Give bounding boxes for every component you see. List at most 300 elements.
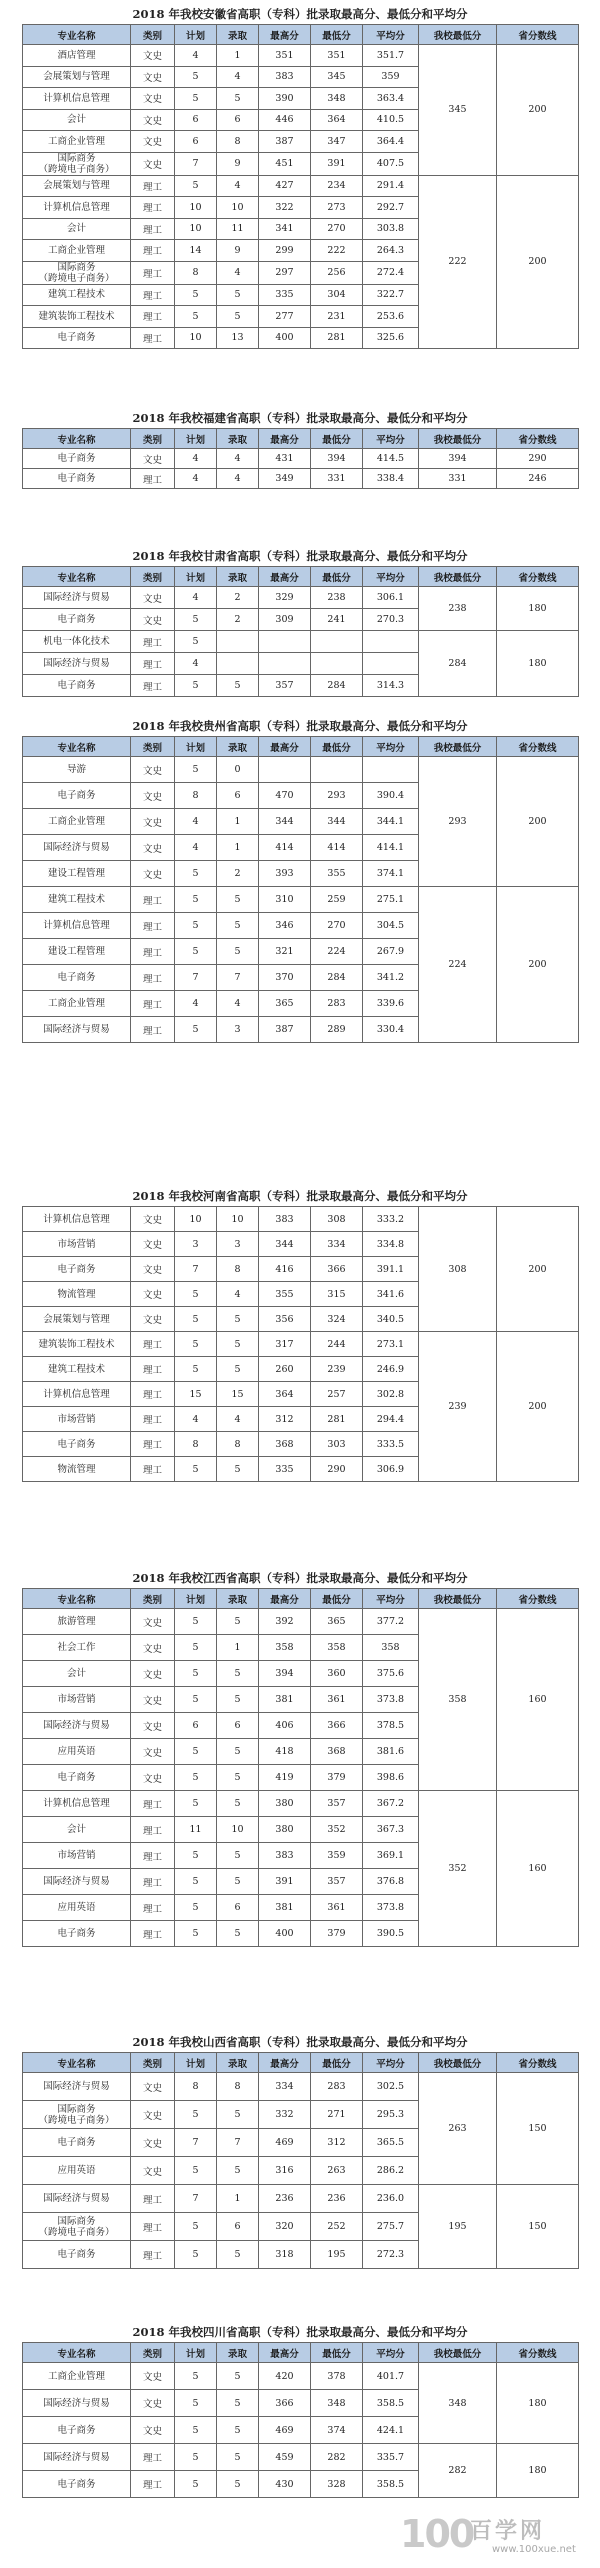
table-cell: 5 — [175, 939, 217, 965]
table-cell: 358.5 — [363, 2471, 419, 2498]
table-cell: 5 — [217, 1791, 259, 1817]
table-cell: 6 — [217, 2213, 259, 2241]
province-line-cell: 150 — [497, 2185, 579, 2269]
table-header-row — [23, 25, 579, 45]
table-cell: 431 — [259, 449, 311, 469]
major-name-cell: 国际商务 （跨境电子商务） — [23, 261, 131, 284]
table-cell: 文史 — [131, 88, 175, 110]
table-cell: 2 — [217, 861, 259, 887]
table-cell: 7 — [175, 2185, 217, 2213]
table-cell: 5 — [175, 1843, 217, 1869]
table-cell — [363, 757, 419, 783]
province-line-cell: 160 — [497, 1791, 579, 1947]
column-header: 我校最低分 — [419, 567, 497, 587]
table-cell: 263 — [311, 2157, 363, 2185]
school-min-score-cell: 284 — [419, 631, 497, 697]
table-cell: 470 — [259, 783, 311, 809]
table-cell: 理工 — [131, 218, 175, 240]
table-cell: 348 — [311, 2390, 363, 2417]
table-cell: 4 — [217, 66, 259, 88]
table-row — [23, 1332, 579, 1357]
table-cell: 380 — [259, 1791, 311, 1817]
table-cell: 文史 — [131, 609, 175, 631]
table-cell: 360 — [311, 1661, 363, 1687]
table-cell — [311, 631, 363, 653]
table-cell: 367.3 — [363, 1817, 419, 1843]
column-header: 最高分 — [259, 2053, 311, 2073]
table-cell: 302.5 — [363, 2073, 419, 2101]
major-name-cell: 电子商务 — [23, 2417, 131, 2444]
table-cell: 351 — [311, 45, 363, 67]
table-cell: 5 — [175, 609, 217, 631]
admission-table — [22, 428, 579, 489]
table-cell: 文史 — [131, 1307, 175, 1332]
table-cell: 304.5 — [363, 913, 419, 939]
major-name-cell: 会展策划与管理 — [23, 175, 131, 197]
table-cell: 357 — [259, 675, 311, 697]
table-cell: 246.9 — [363, 1357, 419, 1382]
table-cell: 5 — [175, 675, 217, 697]
table-cell: 5 — [175, 1765, 217, 1791]
table-cell: 5 — [175, 757, 217, 783]
table-cell: 理工 — [131, 991, 175, 1017]
province-line-cell: 160 — [497, 1609, 579, 1791]
major-name-cell: 建筑工程技术 — [23, 887, 131, 913]
table-cell: 373.8 — [363, 1687, 419, 1713]
table-cell: 5 — [175, 1635, 217, 1661]
table-cell: 5 — [175, 631, 217, 653]
column-header: 我校最低分 — [419, 25, 497, 45]
column-header: 最低分 — [311, 567, 363, 587]
table-cell: 374 — [311, 2417, 363, 2444]
table-cell: 理工 — [131, 1332, 175, 1357]
table-cell: 文史 — [131, 2129, 175, 2157]
table-cell: 224 — [311, 939, 363, 965]
table-cell: 341 — [259, 218, 311, 240]
major-name-cell: 酒店管理 — [23, 45, 131, 67]
table-cell: 352 — [311, 1817, 363, 1843]
major-name-cell: 建筑工程技术 — [23, 1357, 131, 1382]
column-header: 最低分 — [311, 2053, 363, 2073]
column-header: 录取 — [217, 25, 259, 45]
table-cell: 4 — [175, 45, 217, 67]
major-name-cell: 工商企业管理 — [23, 809, 131, 835]
table-cell: 286.2 — [363, 2157, 419, 2185]
major-name-cell: 应用英语 — [23, 2157, 131, 2185]
table-cell: 5 — [217, 284, 259, 306]
table-cell: 理工 — [131, 2185, 175, 2213]
school-min-score-cell: 263 — [419, 2073, 497, 2185]
table-cell: 10 — [175, 1207, 217, 1232]
table-cell: 293 — [311, 783, 363, 809]
table-cell: 5 — [175, 1687, 217, 1713]
table-cell: 5 — [175, 2390, 217, 2417]
major-name-cell: 建设工程管理 — [23, 861, 131, 887]
school-min-score-cell: 239 — [419, 1332, 497, 1482]
table-cell: 400 — [259, 1921, 311, 1947]
major-name-cell: 工商企业管理 — [23, 991, 131, 1017]
table-cell: 15 — [175, 1382, 217, 1407]
column-header: 录取 — [217, 2053, 259, 2073]
table-cell: 10 — [217, 1817, 259, 1843]
major-name-cell: 电子商务 — [23, 469, 131, 489]
major-name-cell: 工商企业管理 — [23, 2363, 131, 2390]
table-cell: 5 — [217, 1739, 259, 1765]
table-cell: 5 — [175, 2101, 217, 2129]
table-cell: 3 — [217, 1232, 259, 1257]
table-cell: 4 — [217, 1282, 259, 1307]
table-cell — [363, 631, 419, 653]
table-cell: 244 — [311, 1332, 363, 1357]
table-cell: 277 — [259, 306, 311, 328]
table-cell: 320 — [259, 2213, 311, 2241]
table-row — [23, 1609, 579, 1635]
table-row — [23, 587, 579, 609]
table-cell: 273.1 — [363, 1332, 419, 1357]
column-header: 计划 — [175, 567, 217, 587]
table-cell: 365 — [311, 1609, 363, 1635]
table-cell: 373.8 — [363, 1895, 419, 1921]
table-cell: 1 — [217, 45, 259, 67]
major-name-cell: 计算机信息管理 — [23, 197, 131, 219]
table-cell: 355 — [259, 1282, 311, 1307]
table-header-row — [23, 429, 579, 449]
table-cell: 347 — [311, 131, 363, 153]
table-cell: 理工 — [131, 1432, 175, 1457]
column-header: 最低分 — [311, 2343, 363, 2363]
table-cell: 理工 — [131, 261, 175, 284]
table-cell: 文史 — [131, 835, 175, 861]
table-cell: 236.0 — [363, 2185, 419, 2213]
watermark-url: www.100xue.net — [492, 2544, 576, 2555]
table-header-row — [23, 2343, 579, 2363]
table-cell: 304 — [311, 284, 363, 306]
table-cell: 5 — [217, 2241, 259, 2269]
table-cell: 理工 — [131, 2213, 175, 2241]
column-header: 录取 — [217, 1589, 259, 1609]
table-cell: 315 — [311, 1282, 363, 1307]
table-cell: 357 — [311, 1869, 363, 1895]
table-cell: 7 — [217, 965, 259, 991]
table-cell: 5 — [175, 1282, 217, 1307]
table-cell: 5 — [217, 2101, 259, 2129]
school-min-score-cell: 352 — [419, 1791, 497, 1947]
table-cell: 文史 — [131, 1765, 175, 1791]
table-cell: 0 — [217, 757, 259, 783]
province-line-cell: 290 — [497, 449, 579, 469]
table-cell: 3 — [217, 1017, 259, 1043]
table-cell: 5 — [175, 2157, 217, 2185]
table-cell — [217, 631, 259, 653]
table-cell: 5 — [217, 1332, 259, 1357]
major-name-cell: 建筑工程技术 — [23, 284, 131, 306]
major-name-cell: 电子商务 — [23, 609, 131, 631]
major-name-cell: 建筑装饰工程技术 — [23, 306, 131, 328]
table-cell: 5 — [217, 1843, 259, 1869]
column-header: 最低分 — [311, 25, 363, 45]
table-cell: 314.3 — [363, 675, 419, 697]
table-cell: 358 — [311, 1635, 363, 1661]
table-cell: 283 — [311, 2073, 363, 2101]
admission-table — [22, 1206, 579, 1482]
table-cell — [363, 653, 419, 675]
table-cell: 334.8 — [363, 1232, 419, 1257]
table-cell: 5 — [175, 2213, 217, 2241]
province-line-cell: 180 — [497, 631, 579, 697]
table-cell: 335 — [259, 284, 311, 306]
table-row — [23, 887, 579, 913]
table-cell: 5 — [217, 2471, 259, 2498]
column-header: 平均分 — [363, 429, 419, 449]
table-cell: 文史 — [131, 1232, 175, 1257]
major-name-cell: 国际经济与贸易 — [23, 2185, 131, 2213]
table-cell: 5 — [175, 887, 217, 913]
table-cell: 5 — [175, 1609, 217, 1635]
table-cell: 文史 — [131, 152, 175, 175]
table-cell: 理工 — [131, 469, 175, 489]
table-cell: 335.7 — [363, 2444, 419, 2471]
table-cell: 253.6 — [363, 306, 419, 328]
admission-table — [22, 2342, 579, 2498]
table-cell: 236 — [311, 2185, 363, 2213]
table-cell — [259, 757, 311, 783]
table-cell: 259 — [311, 887, 363, 913]
school-min-score-cell: 331 — [419, 469, 497, 489]
table-cell: 4 — [217, 449, 259, 469]
table-cell: 11 — [217, 218, 259, 240]
table-cell: 381 — [259, 1895, 311, 1921]
table-cell: 4 — [217, 1407, 259, 1432]
table-cell: 401.7 — [363, 2363, 419, 2390]
table-row — [23, 631, 579, 653]
table-cell: 345 — [311, 66, 363, 88]
table-cell: 324 — [311, 1307, 363, 1332]
table-cell: 4 — [175, 469, 217, 489]
table-cell: 252 — [311, 2213, 363, 2241]
table-cell: 7 — [217, 2129, 259, 2157]
table-cell: 264.3 — [363, 240, 419, 262]
school-min-score-cell: 222 — [419, 175, 497, 349]
major-name-cell: 建筑装饰工程技术 — [23, 1332, 131, 1357]
province-line-cell: 200 — [497, 45, 579, 176]
table-cell: 273 — [311, 197, 363, 219]
province-line-cell: 200 — [497, 757, 579, 887]
table-cell: 理工 — [131, 2241, 175, 2269]
major-name-cell: 电子商务 — [23, 965, 131, 991]
table-cell: 5 — [175, 913, 217, 939]
column-header: 最低分 — [311, 737, 363, 757]
column-header: 省分数线 — [497, 1589, 579, 1609]
table-cell: 231 — [311, 306, 363, 328]
table-cell: 文史 — [131, 2101, 175, 2129]
table-cell: 364 — [259, 1382, 311, 1407]
table-cell: 1 — [217, 1635, 259, 1661]
table-header-row — [23, 567, 579, 587]
column-header: 省分数线 — [497, 429, 579, 449]
table-cell: 330.4 — [363, 1017, 419, 1043]
major-name-cell: 电子商务 — [23, 1921, 131, 1947]
table-cell: 446 — [259, 109, 311, 131]
table-cell: 270 — [311, 218, 363, 240]
table-cell: 文史 — [131, 1257, 175, 1282]
table-cell: 383 — [259, 66, 311, 88]
table-cell: 理工 — [131, 284, 175, 306]
section-title: 2018 年我校福建省高职（专科）批录取最高分、最低分和平均分 — [132, 411, 468, 425]
table-cell: 理工 — [131, 1921, 175, 1947]
table-cell: 理工 — [131, 1817, 175, 1843]
major-name-cell: 电子商务 — [23, 327, 131, 349]
table-cell: 316 — [259, 2157, 311, 2185]
table-cell: 416 — [259, 1257, 311, 1282]
table-cell: 306.1 — [363, 587, 419, 609]
table-header-row — [23, 2053, 579, 2073]
column-header: 类别 — [131, 2343, 175, 2363]
table-cell — [217, 653, 259, 675]
table-cell: 299 — [259, 240, 311, 262]
table-cell: 4 — [217, 175, 259, 197]
table-cell: 358 — [363, 1635, 419, 1661]
table-cell: 5 — [175, 284, 217, 306]
major-name-cell: 旅游管理 — [23, 1609, 131, 1635]
table-cell: 284 — [311, 965, 363, 991]
column-header: 录取 — [217, 2343, 259, 2363]
major-name-cell: 工商企业管理 — [23, 131, 131, 153]
table-cell: 365 — [259, 991, 311, 1017]
table-cell: 1 — [217, 809, 259, 835]
table-cell: 2 — [217, 609, 259, 631]
table-cell: 理工 — [131, 1457, 175, 1482]
table-cell: 310 — [259, 887, 311, 913]
major-name-cell: 电子商务 — [23, 783, 131, 809]
table-cell: 5 — [217, 887, 259, 913]
table-cell: 6 — [175, 131, 217, 153]
major-name-cell: 会计 — [23, 218, 131, 240]
table-cell: 344 — [311, 809, 363, 835]
major-name-cell: 国际商务 （跨境电子商务） — [23, 2101, 131, 2129]
table-row — [23, 175, 579, 197]
column-header: 类别 — [131, 2053, 175, 2073]
table-cell: 5 — [217, 1307, 259, 1332]
major-name-cell: 国际经济与贸易 — [23, 1017, 131, 1043]
major-name-cell: 国际经济与贸易 — [23, 653, 131, 675]
table-cell: 424.1 — [363, 2417, 419, 2444]
table-cell: 195 — [311, 2241, 363, 2269]
table-cell: 5 — [175, 1661, 217, 1687]
table-cell: 281 — [311, 1407, 363, 1432]
table-cell: 理工 — [131, 197, 175, 219]
table-cell: 5 — [217, 2444, 259, 2471]
column-header: 专业名称 — [23, 2343, 131, 2363]
table-cell: 理工 — [131, 1869, 175, 1895]
table-row — [23, 2363, 579, 2390]
column-header: 专业名称 — [23, 25, 131, 45]
table-cell: 290 — [311, 1457, 363, 1482]
table-cell: 文史 — [131, 449, 175, 469]
table-cell: 370 — [259, 965, 311, 991]
table-cell: 3 — [175, 1232, 217, 1257]
table-cell: 文史 — [131, 809, 175, 835]
table-cell: 459 — [259, 2444, 311, 2471]
table-cell: 383 — [259, 1207, 311, 1232]
column-header: 平均分 — [363, 1589, 419, 1609]
table-cell: 346 — [259, 913, 311, 939]
table-cell: 文史 — [131, 1207, 175, 1232]
table-cell: 文史 — [131, 1661, 175, 1687]
section-title: 2018 年我校四川省高职（专科）批录取最高分、最低分和平均分 — [132, 2325, 468, 2339]
major-name-cell: 国际经济与贸易 — [23, 835, 131, 861]
table-cell: 10 — [217, 197, 259, 219]
table-cell: 369.1 — [363, 1843, 419, 1869]
table-cell: 380 — [259, 1817, 311, 1843]
table-cell: 234 — [311, 175, 363, 197]
table-cell: 256 — [311, 261, 363, 284]
table-cell: 理工 — [131, 1895, 175, 1921]
section-title: 2018 年我校甘肃省高职（专科）批录取最高分、最低分和平均分 — [132, 549, 468, 563]
table-cell: 295.3 — [363, 2101, 419, 2129]
school-min-score-cell: 238 — [419, 587, 497, 631]
table-cell: 339.6 — [363, 991, 419, 1017]
table-cell: 理工 — [131, 653, 175, 675]
table-cell: 8 — [217, 1432, 259, 1457]
major-name-cell: 工商企业管理 — [23, 240, 131, 262]
table-cell: 356 — [259, 1307, 311, 1332]
major-name-cell: 会展策划与管理 — [23, 1307, 131, 1332]
section-title: 2018 年我校河南省高职（专科）批录取最高分、最低分和平均分 — [132, 1189, 468, 1203]
table-cell: 文史 — [131, 2073, 175, 2101]
column-header: 录取 — [217, 567, 259, 587]
table-cell: 理工 — [131, 631, 175, 653]
table-cell: 4 — [175, 809, 217, 835]
column-header: 我校最低分 — [419, 429, 497, 449]
column-header: 最高分 — [259, 429, 311, 449]
major-name-cell: 电子商务 — [23, 675, 131, 697]
major-name-cell: 物流管理 — [23, 1457, 131, 1482]
major-name-cell: 社会工作 — [23, 1635, 131, 1661]
table-cell: 10 — [175, 327, 217, 349]
table-cell: 394 — [311, 449, 363, 469]
table-cell: 10 — [175, 197, 217, 219]
major-name-cell: 市场营销 — [23, 1687, 131, 1713]
major-name-cell: 国际经济与贸易 — [23, 1713, 131, 1739]
table-cell: 271 — [311, 2101, 363, 2129]
table-cell: 理工 — [131, 1407, 175, 1432]
table-cell: 5 — [217, 1457, 259, 1482]
table-row — [23, 2185, 579, 2213]
table-cell: 8 — [175, 261, 217, 284]
table-cell: 5 — [217, 88, 259, 110]
major-name-cell: 国际经济与贸易 — [23, 2444, 131, 2471]
table-cell: 333.2 — [363, 1207, 419, 1232]
column-header: 类别 — [131, 737, 175, 757]
table-cell: 366 — [311, 1713, 363, 1739]
table-cell: 272.3 — [363, 2241, 419, 2269]
table-cell: 332 — [259, 2101, 311, 2129]
table-cell: 260 — [259, 1357, 311, 1382]
table-cell: 275.1 — [363, 887, 419, 913]
table-cell: 2 — [217, 587, 259, 609]
table-cell: 363.4 — [363, 88, 419, 110]
table-cell: 391 — [259, 1869, 311, 1895]
table-cell: 376.8 — [363, 1869, 419, 1895]
table-cell: 297 — [259, 261, 311, 284]
table-cell: 387 — [259, 131, 311, 153]
column-header: 我校最低分 — [419, 2343, 497, 2363]
column-header: 平均分 — [363, 2053, 419, 2073]
table-cell: 理工 — [131, 306, 175, 328]
table-cell: 414.5 — [363, 449, 419, 469]
table-cell: 5 — [175, 1457, 217, 1482]
table-cell: 文史 — [131, 1687, 175, 1713]
